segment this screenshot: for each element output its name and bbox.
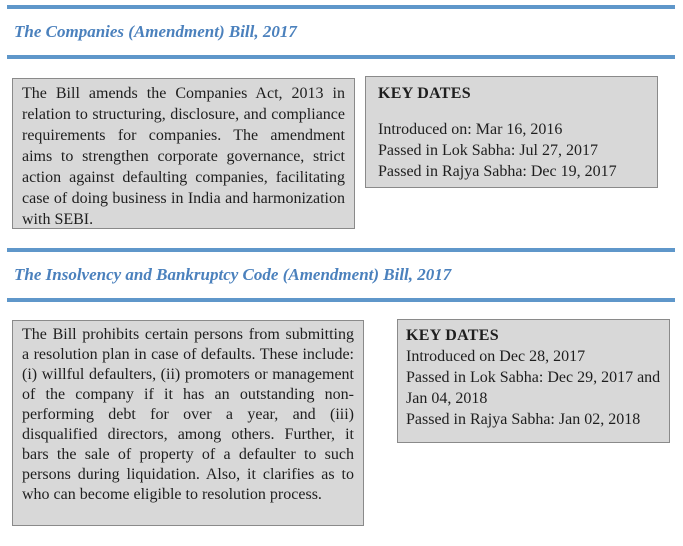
bill-title-insolvency: The Insolvency and Bankruptcy Code (Amendment) Bill, 2017 — [14, 265, 452, 284]
bill-title-companies: The Companies (Amendment) Bill, 2017 — [14, 22, 297, 41]
key-dates-list — [406, 346, 661, 430]
section-divider-rule — [7, 55, 675, 59]
key-date-line: Passed in Rajya Sabha: Dec 19, 2017 — [378, 163, 617, 180]
bill-summary-box — [12, 320, 364, 526]
key-date-line: Introduced on: Mar 16, 2016 — [378, 121, 563, 138]
bill-summary-text: The Bill amends the Companies Act, 2013 in relation to structuring, disclosure, and compliance requirements for companies. The amendment aims to strengthen corporate governance, strict action against defaulting companies, facilitating case of doing business in India and harmonization with SEBI. — [22, 85, 345, 228]
key-date-line: Passed in Lok Sabha: Jul 27, 2017 — [378, 142, 598, 159]
key-date-line: Passed in Lok Sabha: Dec 29, 2017 and Jan 04, 2018 — [406, 369, 661, 407]
key-date-line: Passed in Rajya Sabha: Jan 02, 2018 — [406, 411, 641, 428]
key-dates-title: KEY DATES — [378, 85, 471, 102]
section-divider-rule — [7, 5, 675, 9]
bill-summary-text: The Bill prohibits certain persons from submitting a resolution plan in case of defaults. These include: (i) willful defaulters, (ii) promoters or management of the company if it has an outstanding non-performing debt for over a year, and (iii) disqualified directors, among others. Further, it bars the sale of property of a defaulter to such persons during liquidation. Also, it clarifies as to who can become eligible to resolution process. — [22, 326, 354, 503]
section-divider-rule — [7, 298, 675, 302]
bill-summary-box — [12, 78, 355, 229]
key-dates-box — [397, 319, 670, 443]
section-divider-rule — [7, 248, 675, 252]
key-dates-title: KEY DATES — [406, 327, 499, 344]
key-dates-box — [365, 76, 658, 188]
key-date-line: Introduced on Dec 28, 2017 — [406, 348, 586, 365]
key-dates-list — [378, 119, 645, 182]
